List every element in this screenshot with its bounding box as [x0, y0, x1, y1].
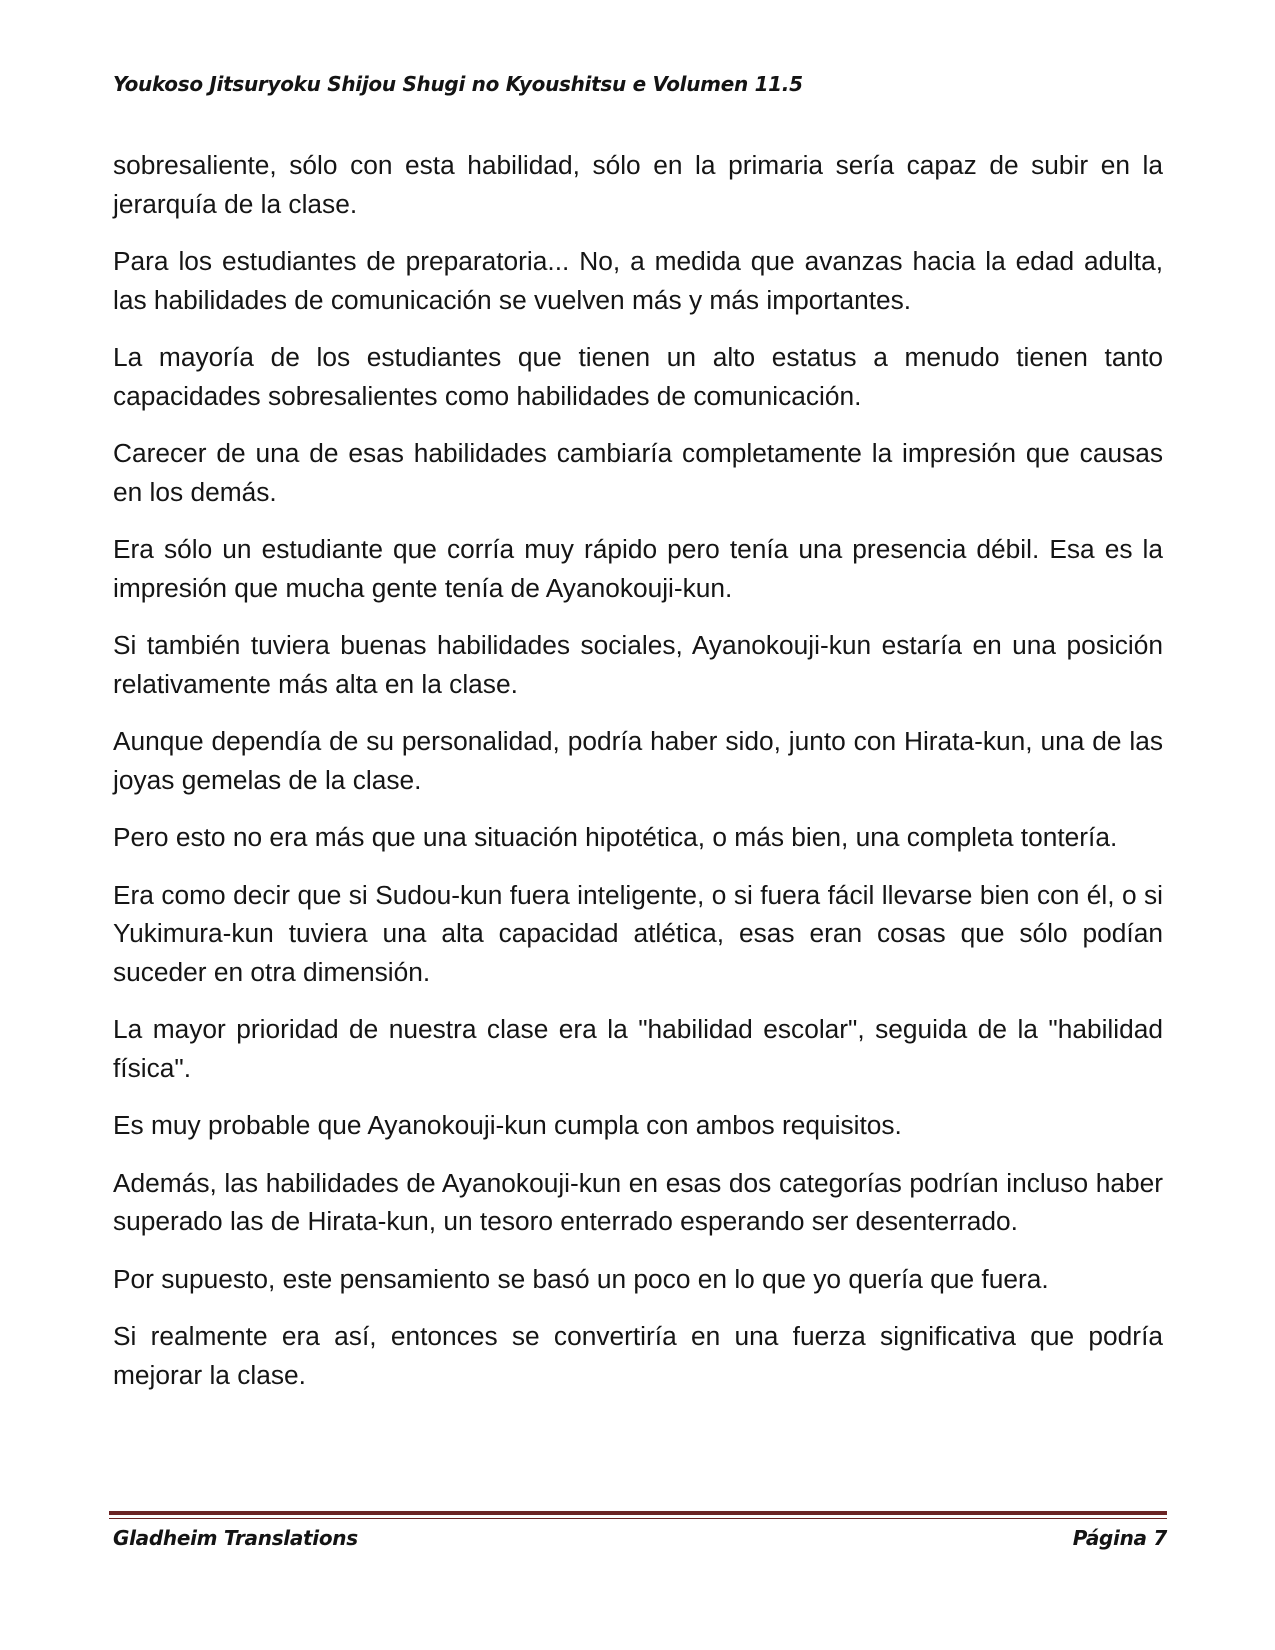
paragraph: Pero esto no era más que una situación hipotética, o más bien, una completa tontería. [113, 822, 1118, 852]
paragraph: Si también tuviera buenas habilidades sociales, Ayanokouji-kun estaría en una posición relativamente más alta en la clase. [113, 630, 1163, 699]
page-header-title: Youkoso Jitsuryoku Shijou Shugi no Kyoushitsu e Volumen 11.5 [113, 72, 803, 96]
paragraph: Es muy probable que Ayanokouji-kun cumpla con ambos requisitos. [113, 1110, 902, 1140]
paragraph: La mayor prioridad de nuestra clase era la "habilidad escolar", seguida de la "habilidad física". [113, 1014, 1163, 1083]
body-text [113, 146, 1163, 1413]
paragraph: Si realmente era así, entonces se convertiría en una fuerza significativa que podría mejorar la clase. [113, 1321, 1163, 1390]
paragraph: Por supuesto, este pensamiento se basó un poco en lo que yo quería que fuera. [113, 1263, 1049, 1294]
paragraph: Además, las habilidades de Ayanokouji-kun en esas dos categorías podrían incluso haber superado las de Hirata-kun, un tesoro enterrado esperando ser desenterrado. [113, 1167, 1163, 1236]
footer-page-number: Página 7 [1072, 1526, 1167, 1550]
paragraph: Para los estudiantes de preparatoria... No, a medida que avanzas hacia la edad adulta, las habilidades de comunicación se vuelven más y más importantes. [113, 246, 1163, 315]
footer-translator-credit: Gladheim Translations [113, 1526, 358, 1550]
footer-divider-thin [109, 1518, 1167, 1519]
paragraph: Era sólo un estudiante que corría muy rápido pero tenía una presencia débil. Esa es la impresión que mucha gente tenía de Ayanokouji-kun. [113, 534, 1163, 603]
footer-divider-thick [109, 1511, 1167, 1515]
paragraph: La mayoría de los estudiantes que tienen un alto estatus a menudo tienen tanto capacidades sobresalientes como habilidades de comunicación. [113, 342, 1163, 411]
paragraph: Aunque dependía de su personalidad, podría haber sido, junto con Hirata-kun, una de las joyas gemelas de la clase. [113, 726, 1163, 795]
paragraph: sobresaliente, sólo con esta habilidad, sólo en la primaria sería capaz de subir en la jerarquía de la clase. [113, 150, 1163, 219]
paragraph: Era como decir que si Sudou-kun fuera inteligente, o si fuera fácil llevarse bien con él, o si Yukimura-kun tuviera una alta capacidad atlética, esas eran cosas que sólo podían suceder en otra dimensión. [113, 879, 1163, 987]
paragraph: Carecer de una de esas habilidades cambiaría completamente la impresión que causas en los demás. [113, 438, 1163, 507]
